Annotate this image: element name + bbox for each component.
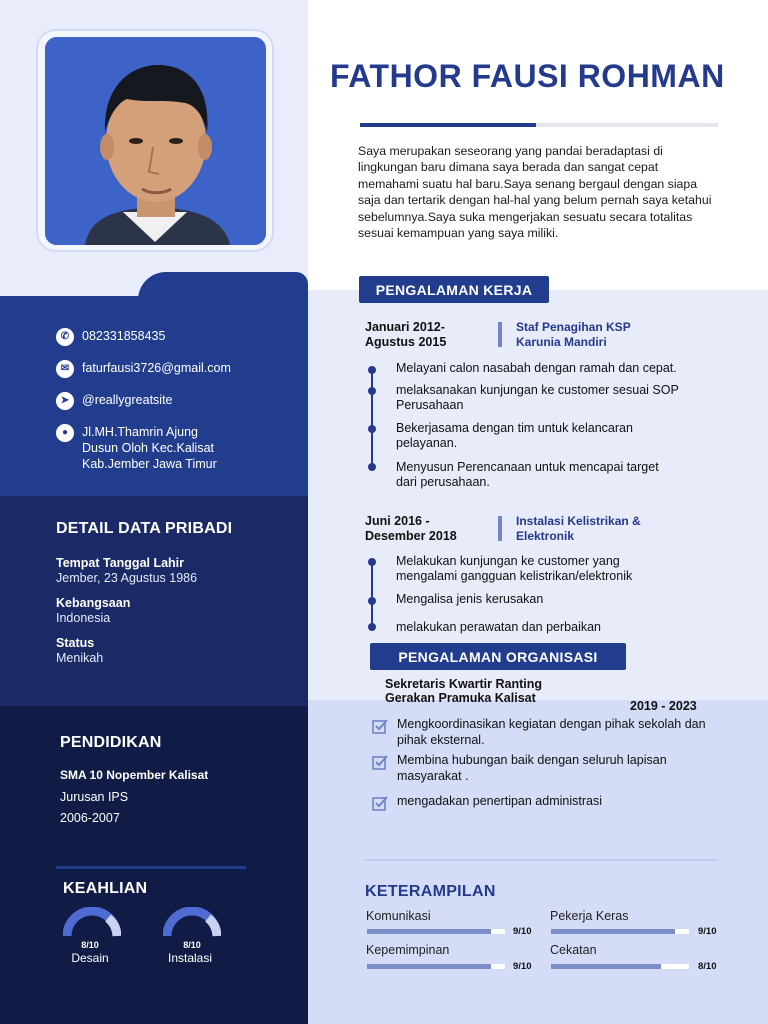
organization-heading: PENGALAMAN ORGANISASI xyxy=(370,643,626,670)
birth-label: Tempat Tanggal Lahir xyxy=(56,556,185,570)
skill-pekerja-keras-label: Pekerja Keras xyxy=(550,909,629,923)
skill-cekatan-bar xyxy=(551,964,689,969)
timeline-dot xyxy=(368,597,376,605)
skill-bar-fill xyxy=(551,964,661,969)
gauge-instalasi-label: Instalasi xyxy=(167,951,213,965)
contact-phone-text: 082331858435 xyxy=(82,329,166,343)
job-1-task-4: Menyusun Perencanaan untuk mencapai target dari perusahaan. xyxy=(396,460,659,489)
contact-address xyxy=(56,424,217,472)
skill-bar-fill xyxy=(367,964,491,969)
contact-email-text: faturfausi3726@gmail.com xyxy=(82,361,231,375)
page-title: FATHOR FAUSI ROHMAN xyxy=(330,58,725,94)
education-panel xyxy=(0,706,308,1024)
status-value: Menikah xyxy=(56,651,104,665)
gauge-instalasi xyxy=(163,907,221,937)
experience-heading: PENGALAMAN KERJA xyxy=(359,276,549,303)
skill-cekatan-label: Cekatan xyxy=(550,943,597,957)
status-label: Status xyxy=(56,636,95,650)
checkbox-checked-icon xyxy=(372,718,388,734)
timeline-dot xyxy=(368,366,376,374)
skill-cekatan-score: 8/10 xyxy=(698,961,717,972)
nationality-value: Indonesia xyxy=(56,611,111,625)
job-2-timeline xyxy=(371,560,373,627)
birth-value: Jember, 23 Agustus 1986 xyxy=(56,571,198,585)
send-icon: ➤ xyxy=(56,392,74,410)
gauge-desain xyxy=(63,907,121,937)
job-2-title: Instalasi Kelistrikan & Elektronik xyxy=(516,514,641,543)
job-1-separator xyxy=(498,322,502,347)
skills-right-heading: KETERAMPILAN xyxy=(365,883,496,900)
contact-phone xyxy=(56,328,165,346)
title-underline-accent xyxy=(360,123,536,127)
job-2-date: Juni 2016 - Desember 2018 xyxy=(365,514,457,543)
skill-bar-fill xyxy=(551,929,675,934)
profile-summary: Saya merupakan seseorang yang pandai beradaptasi di lingkungan baru dimana saya berada dan sangat cepat memahami suatu hal baru.Saya senang bergaul dengan siapa saja dan tertarik dengan hal-hal yang belum pernah saya ketahui sebelumnya.Saya suka mengerjakan sesuatu secara totalitas sesuai kemampuan yang saya miliki. xyxy=(358,144,712,241)
mail-icon: ✉ xyxy=(56,360,74,378)
contact-social xyxy=(56,392,173,410)
job-1-task-2: melaksanakan kunjungan ke customer sesuai SOP Perusahaan xyxy=(396,383,679,412)
person-portrait-icon xyxy=(45,37,266,245)
phone-icon: ✆ xyxy=(56,328,74,346)
profile-photo xyxy=(45,37,266,245)
nationality-label: Kebangsaan xyxy=(56,596,131,610)
checkbox-checked-icon xyxy=(372,795,388,811)
personal-heading: DETAIL DATA PRIBADI xyxy=(56,520,233,537)
skill-kepemimpinan-score: 9/10 xyxy=(513,961,532,972)
skills-divider xyxy=(56,866,246,869)
contact-address-text: Jl.MH.Thamrin Ajung Dusun Oloh Kec.Kalisat Kab.Jember Jawa Timur xyxy=(82,425,217,471)
skill-kepemimpinan-bar xyxy=(367,964,505,969)
organization-years: 2019 - 2023 xyxy=(630,699,697,713)
gauge-desain-label: Desain xyxy=(71,951,109,965)
job-1-date: Januari 2012- Agustus 2015 xyxy=(365,320,447,349)
contact-email xyxy=(56,360,231,378)
contact-social-text: @reallygreatsite xyxy=(82,393,173,407)
organization-task-1: Mengkoordinasikan kegiatan dengan pihak sekolah dan pihak eksternal. xyxy=(397,717,706,747)
organization-task-3: mengadakan penertipan administrasi xyxy=(397,794,602,808)
organization-title: Sekretaris Kwartir Ranting Gerakan Pramuka Kalisat xyxy=(385,677,542,705)
location-pin-icon: ● xyxy=(56,424,74,442)
education-school: SMA 10 Nopember Kalisat xyxy=(60,768,209,782)
main-middle-background xyxy=(308,290,768,700)
job-2-task-2: Mengalisa jenis kerusakan xyxy=(396,592,544,606)
education-heading: PENDIDIKAN xyxy=(60,734,162,751)
gauge-desain-score: 8/10 xyxy=(81,940,99,950)
skill-komunikasi-bar xyxy=(367,929,505,934)
skill-kepemimpinan-label: Kepemimpinan xyxy=(366,943,450,957)
skill-pekerja-keras-score: 9/10 xyxy=(698,926,717,937)
skill-bar-fill xyxy=(367,929,491,934)
skill-pekerja-keras-bar xyxy=(551,929,689,934)
job-2-task-3: melakukan perawatan dan perbaikan xyxy=(396,620,601,634)
skills-left-heading: KEAHLIAN xyxy=(63,880,148,897)
job-1-title: Staf Penagihan KSP Karunia Mandiri xyxy=(516,320,631,349)
skill-komunikasi-score: 9/10 xyxy=(513,926,532,937)
education-years: 2006-2007 xyxy=(60,811,120,825)
timeline-dot xyxy=(368,623,376,631)
job-2-separator xyxy=(498,516,502,541)
timeline-dot xyxy=(368,387,376,395)
timeline-dot xyxy=(368,463,376,471)
skills-separator xyxy=(364,859,718,861)
education-major: Jurusan IPS xyxy=(60,790,129,804)
timeline-dot xyxy=(368,425,376,433)
organization-task-2: Membina hubungan baik dengan seluruh lapisan masyarakat . xyxy=(397,753,667,783)
main-bottom-background xyxy=(308,700,768,1024)
skill-komunikasi-label: Komunikasi xyxy=(366,909,431,923)
gauge-instalasi-score: 8/10 xyxy=(183,940,201,950)
checkbox-checked-icon xyxy=(372,754,388,770)
job-1-task-1: Melayani calon nasabah dengan ramah dan cepat. xyxy=(396,361,677,375)
job-1-task-3: Bekerjasama dengan tim untuk kelancaran pelayanan. xyxy=(396,421,633,450)
job-1-timeline xyxy=(371,370,373,468)
job-2-task-1: Melakukan kunjungan ke customer yang mengalami gangguan kelistrikan/elektronik xyxy=(396,554,633,583)
timeline-dot xyxy=(368,558,376,566)
